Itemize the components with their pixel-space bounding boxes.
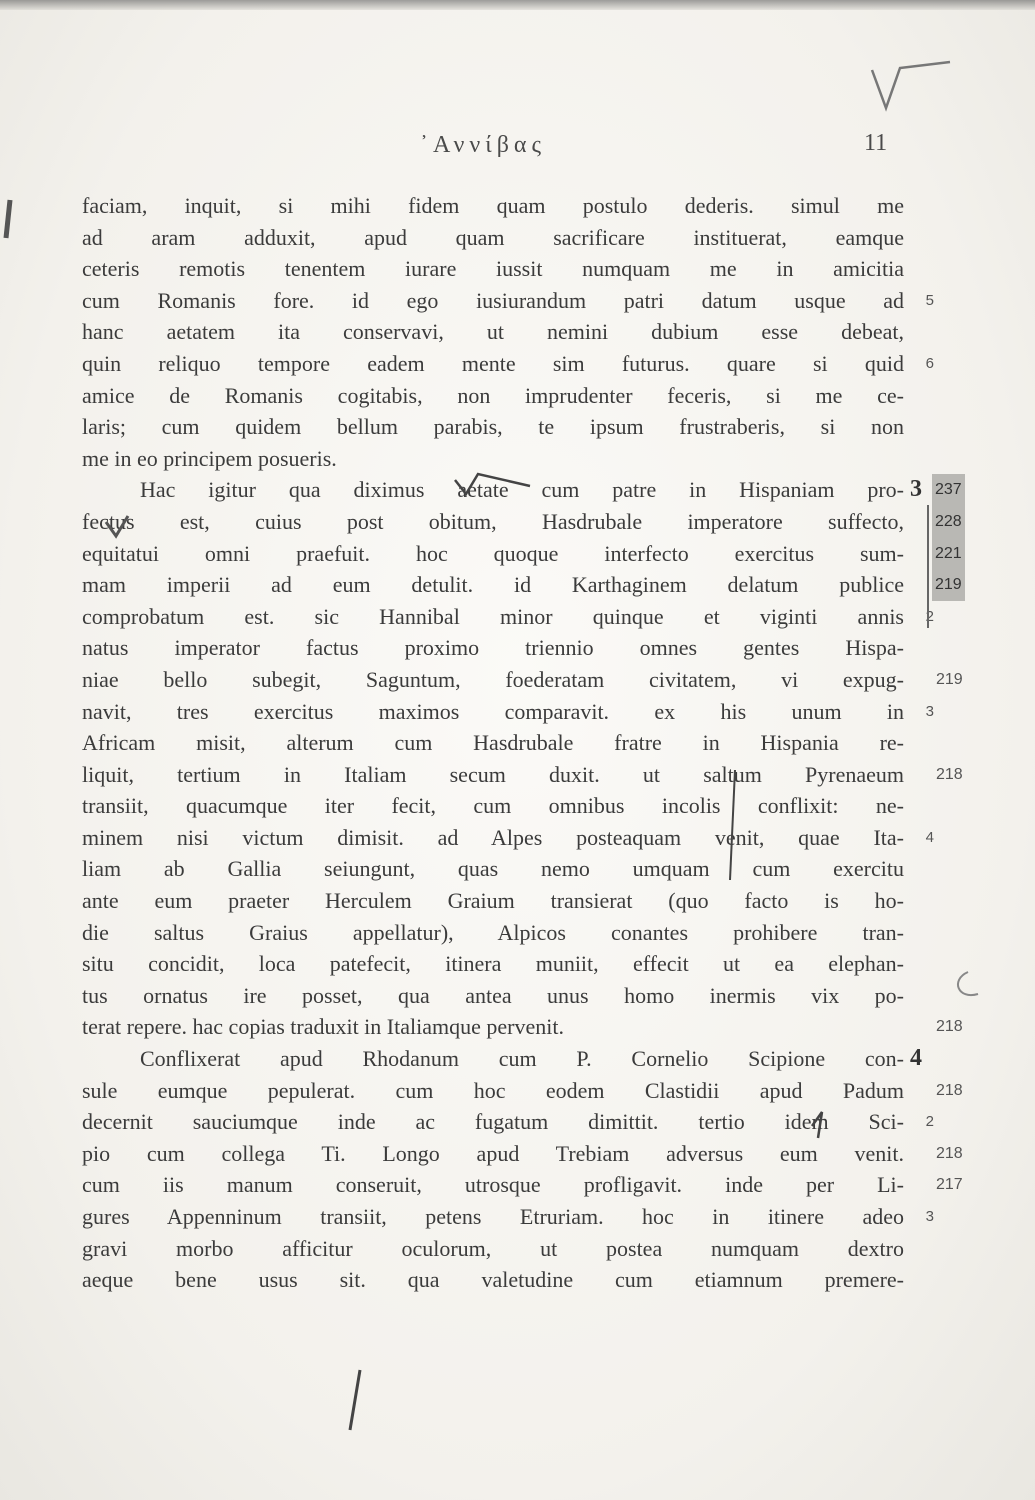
- text-line: [0, 632, 1035, 664]
- line-text: mam imperii ad eum detulit. id Karthaginem delatum publice: [82, 572, 904, 598]
- line-text: quin reliquo tempore eadem mente sim futurus. quare si quid: [82, 350, 904, 376]
- page-number: 11: [864, 130, 888, 156]
- line-text: hanc aetatem ita conservavi, ut nemini dubium esse debeat,: [82, 319, 904, 345]
- text-line: [0, 822, 1035, 854]
- body-text: [0, 190, 1035, 1296]
- margin-year: 237: [932, 474, 965, 506]
- running-head: [0, 128, 1035, 164]
- text-line: [0, 885, 1035, 917]
- line-text: transiit, quacumque iter fecit, cum omnibus incolis conflixit: ne-: [82, 793, 904, 819]
- line-text: pio cum collega Ti. Longo apud Trebiam adversus eum venit.: [82, 1140, 904, 1166]
- text-line: [0, 253, 1035, 285]
- text-line: [0, 727, 1035, 759]
- text-line: [0, 1138, 1035, 1170]
- line-text: niae bello subegit, Saguntum, foederatam civitatem, vi expug-: [82, 666, 904, 692]
- margin-line-number: 5: [925, 291, 934, 309]
- margin-line-number: 3: [925, 1208, 934, 1225]
- margin-year: 221: [932, 538, 965, 570]
- text-line: [0, 222, 1035, 254]
- text-line: [0, 380, 1035, 412]
- line-text: equitatui omni praefuit. hoc quoque interfecto exercitus sum-: [82, 540, 904, 566]
- text-line: [0, 1264, 1035, 1296]
- text-line: [0, 348, 1035, 380]
- margin-year: 228: [932, 506, 965, 538]
- margin-year: 217: [936, 1176, 963, 1194]
- line-text: comprobatum est. sic Hannibal minor quinque et viginti annis: [82, 603, 904, 629]
- text-line: [0, 759, 1035, 791]
- text-line: [0, 696, 1035, 728]
- text-line: [0, 1201, 1035, 1233]
- margin-year: 218: [936, 1144, 963, 1162]
- text-line: [0, 1233, 1035, 1265]
- text-line: [0, 1011, 1035, 1043]
- text-line: [0, 664, 1035, 696]
- margin-year: 219: [932, 569, 965, 601]
- text-line: [0, 980, 1035, 1012]
- text-line: [0, 948, 1035, 980]
- line-text: ante eum praeter Herculem Graium transierat (quo facto is ho-: [82, 888, 904, 914]
- text-line: [0, 538, 1035, 570]
- line-text: minem nisi victum dimisit. ad Alpes posteaquam venit, quae Ita-: [82, 824, 904, 850]
- line-text: navit, tres exercitus maximos comparavit. ex his unum in: [82, 698, 904, 724]
- line-text: decernit sauciumque inde ac fugatum dimittit. tertio idem Sci-: [82, 1109, 904, 1135]
- running-title: ᾿Αννίβας: [420, 132, 546, 158]
- margin-line-number: 3: [925, 702, 934, 720]
- text-line: [0, 285, 1035, 317]
- text-line: [0, 443, 1035, 475]
- line-text: tus ornatus ire posset, qua antea unus homo inermis vix po-: [82, 982, 904, 1008]
- pencil-mark-lower: [350, 1370, 360, 1430]
- margin-line-number: 6: [925, 354, 934, 372]
- text-line: [0, 1106, 1035, 1138]
- text-line: [0, 569, 1035, 601]
- text-line: [0, 506, 1035, 538]
- text-line: [0, 853, 1035, 885]
- text-line: [0, 1169, 1035, 1201]
- margin-line-number: 2: [925, 607, 934, 625]
- line-text: fectus est, cuius post obitum, Hasdrubale imperatore suffecto,: [82, 508, 904, 534]
- text-line: [0, 790, 1035, 822]
- line-text: gures Appenninum transiit, petens Etruriam. hoc in itinere adeo: [82, 1204, 904, 1229]
- section-number: 3: [910, 476, 922, 503]
- line-text: terat repere. hac copias traduxit in Italiamque pervenit.: [82, 1014, 564, 1040]
- line-text: liam ab Gallia seiungunt, quas nemo umquam cum exercitu: [82, 856, 904, 882]
- line-text: ceteris remotis tenentem iurare iussit numquam me in amicitia: [82, 256, 904, 282]
- margin-line-number: 2: [925, 1113, 934, 1131]
- text-line: [0, 601, 1035, 633]
- line-text: ad aram adduxit, apud quam sacrificare instituerat, eamque: [82, 224, 904, 250]
- line-text: Hac igitur qua diximus aetate cum patre in Hispaniam pro-: [140, 477, 904, 503]
- margin-year: 219: [936, 670, 963, 688]
- line-text: gravi morbo afficitur oculorum, ut postea numquam dextro: [82, 1235, 904, 1261]
- margin-line-number: 4: [925, 828, 934, 846]
- pencil-check-top-right: [872, 62, 950, 108]
- line-text: situ concidit, loca patefecit, itinera muniit, effecit ut ea elephan-: [82, 951, 904, 977]
- margin-year: 218: [936, 765, 963, 783]
- line-text: cum iis manum conseruit, utrosque profligavit. inde per Li-: [82, 1172, 904, 1198]
- margin-year: 218: [936, 1018, 963, 1036]
- text-line: [0, 190, 1035, 222]
- page-top-edge: [0, 0, 1035, 10]
- text-line: [0, 1075, 1035, 1107]
- line-text: laris; cum quidem bellum parabis, te ipsum frustraberis, si non: [82, 414, 904, 440]
- text-line: [0, 474, 1035, 506]
- line-text: Conflixerat apud Rhodanum cum P. Cornelio Scipione con-: [140, 1046, 904, 1072]
- line-text: amice de Romanis cogitabis, non imprudenter feceris, si me ce-: [82, 382, 904, 408]
- line-text: natus imperator factus proximo triennio omnes gentes Hispa-: [82, 635, 904, 661]
- line-text: die saltus Graius appellatur), Alpicos conantes prohibere tran-: [82, 919, 904, 945]
- text-line: [0, 411, 1035, 443]
- line-text: liquit, tertium in Italiam secum duxit. ut saltum Pyrenaeum: [82, 761, 904, 787]
- text-line: [0, 316, 1035, 348]
- line-text: sule eumque pepulerat. cum hoc eodem Clastidii apud Padum: [82, 1077, 904, 1103]
- line-text: faciam, inquit, si mihi fidem quam postulo dederis. simul me: [82, 193, 904, 218]
- line-text: cum Romanis fore. id ego iusiurandum patri datum usque ad: [82, 287, 904, 313]
- section-number: 4: [910, 1045, 922, 1072]
- text-line: [0, 917, 1035, 949]
- line-text: Africam misit, alterum cum Hasdrubale fratre in Hispania re-: [82, 730, 904, 756]
- line-text: me in eo principem posueris.: [82, 445, 337, 471]
- margin-year: 218: [936, 1081, 963, 1099]
- line-text: aeque bene usus sit. qua valetudine cum etiamnum premere-: [82, 1267, 904, 1293]
- text-line: [0, 1043, 1035, 1075]
